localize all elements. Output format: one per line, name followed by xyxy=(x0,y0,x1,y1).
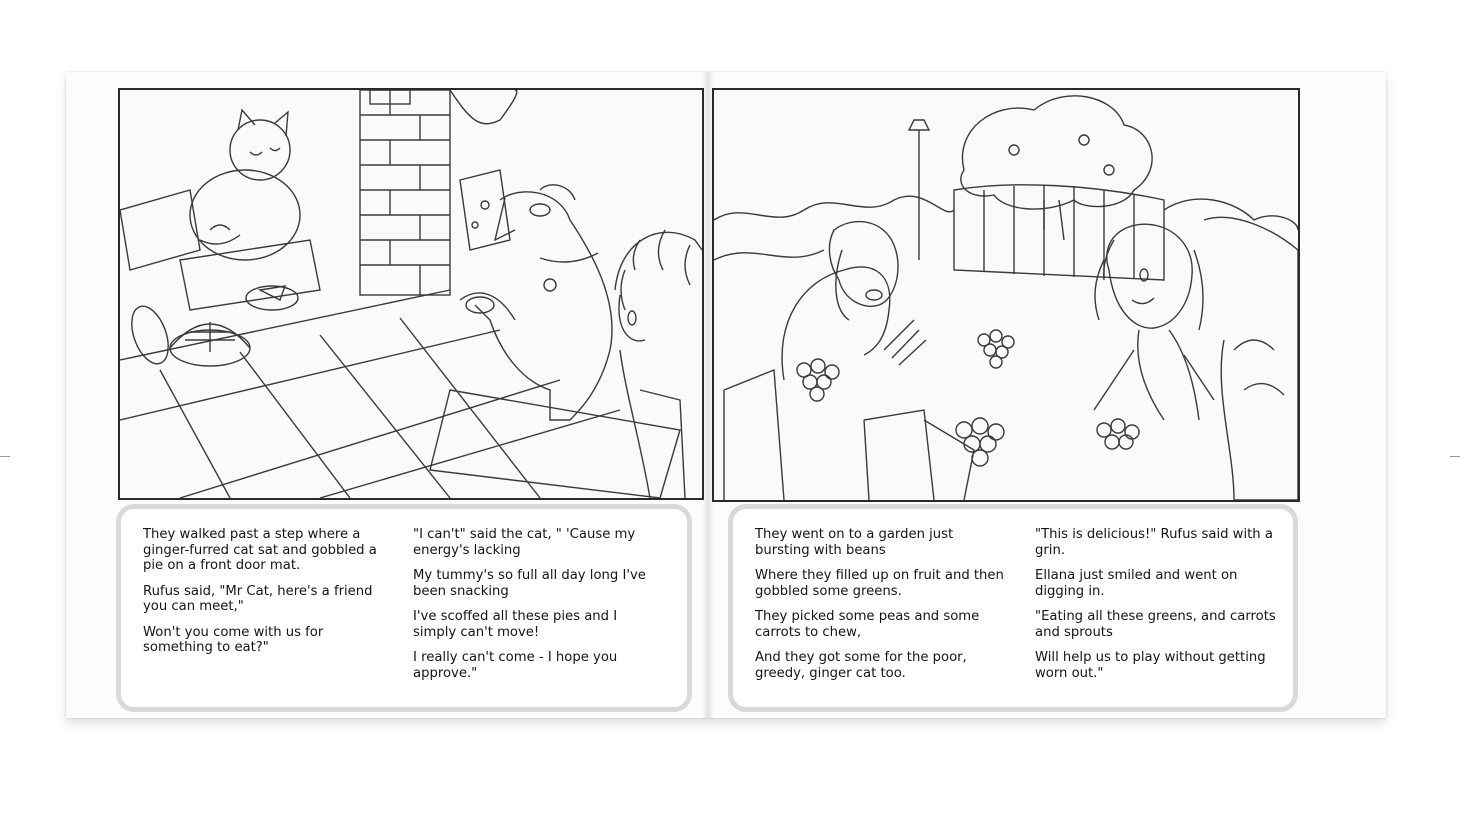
open-book xyxy=(66,72,1386,718)
garden-illustration xyxy=(712,88,1300,502)
book-spine-gutter xyxy=(702,72,714,718)
story-verse: They walked past a step where a ginger-furred cat sat and gobbled a pie on a front door mat. xyxy=(143,527,377,573)
story-verse: I really can't come - I hope you approve." xyxy=(413,650,618,681)
story-verse: My tummy's so full all day long I've been snacking xyxy=(413,568,646,599)
story-verse: Where they filled up on fruit and then gobbled some greens. xyxy=(755,568,1004,599)
garden-scene-lineart xyxy=(714,90,1298,500)
right-text-column-1 xyxy=(755,527,1005,691)
story-verse: "This is delicious!" Rufus said with a grin. xyxy=(1035,527,1273,558)
right-text-panel xyxy=(728,504,1298,712)
story-verse: Won't you come with us for something to eat?" xyxy=(143,624,324,655)
story-verse: And they got some for the poor, greedy, ginger cat too. xyxy=(755,650,967,681)
story-verse: Ellana just smiled and went on digging in. xyxy=(1035,568,1238,599)
story-verse: I've scoffed all these pies and I simply can't move! xyxy=(413,609,618,640)
story-verse: "Eating all these greens, and carrots and sprouts xyxy=(1035,609,1276,640)
page-edge-mark xyxy=(1450,456,1460,457)
story-verse: They picked some peas and some carrots to chew, xyxy=(755,609,980,640)
right-text-column-2 xyxy=(1035,527,1285,691)
story-verse: "I can't" said the cat, " 'Cause my energy's lacking xyxy=(413,527,636,558)
story-verse: Rufus said, "Mr Cat, here's a friend you can meet," xyxy=(143,583,373,614)
story-verse: They went on to a garden just bursting with beans xyxy=(755,527,954,558)
page-edge-mark xyxy=(0,456,10,457)
left-text-column-2 xyxy=(413,527,663,691)
right-page xyxy=(708,72,1386,718)
left-page xyxy=(66,72,708,718)
story-verse: Will help us to play without getting worn out." xyxy=(1035,650,1266,681)
left-text-panel xyxy=(116,504,692,712)
cat-on-doorstep-illustration xyxy=(118,88,704,500)
left-text-column-1 xyxy=(143,527,393,666)
cat-scene-lineart xyxy=(120,90,702,498)
